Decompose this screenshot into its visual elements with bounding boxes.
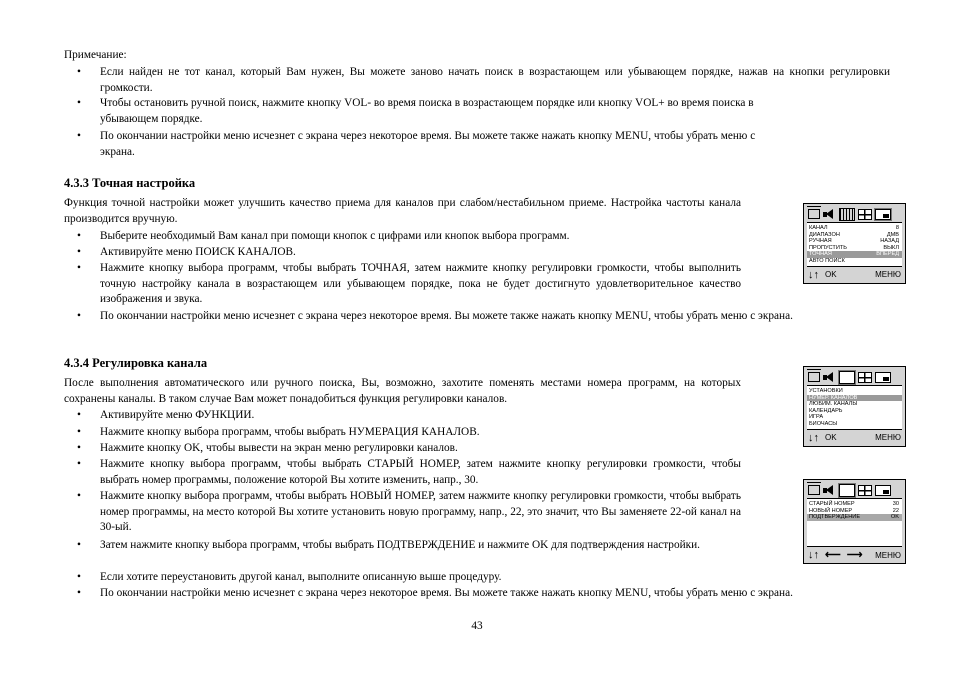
osd-ok-label: OK bbox=[825, 433, 837, 443]
bullet-marker: • bbox=[77, 246, 81, 258]
bullet-marker: • bbox=[77, 262, 81, 274]
bullet-text: Чтобы остановить ручной поиск, нажмите кнопку VOL- во время поиска в возрастающем порядке или кнопку VOL+ во время поиска в убывающем порядке. bbox=[100, 97, 754, 125]
osd-menu-label: МЕНЮ bbox=[875, 270, 901, 280]
bullet-marker: • bbox=[77, 587, 81, 599]
osd-row: БИОЧАСЫ bbox=[809, 420, 838, 427]
bullet-text: Активируйте меню ПОИСК КАНАЛОВ. bbox=[100, 246, 296, 258]
up-down-arrow-icon: ↓↑ bbox=[808, 268, 819, 281]
note-heading: Примечание: bbox=[64, 49, 127, 61]
osd-row: ИГРА bbox=[809, 414, 824, 421]
bullet-text: Затем нажмите кнопку выбора программ, чтобы выбрать ПОДТВЕРЖДЕНИЕ и нажмите OK для подтверждения настройки. bbox=[100, 539, 701, 551]
bullet-text: По окончании настройки меню исчезнет с экрана через некоторое время. Вы можете также нажать кнопку MENU, чтобы убрать меню с экрана. bbox=[100, 130, 756, 158]
bullet-text: Нажмите кнопку выбора программ, чтобы выбрать СТАРЫЙ НОМЕР, затем нажмите кнопку регулировки громкости, чтобы выбрать номер программы, положение которой Вы хотите изменить, напр., 30. bbox=[100, 458, 741, 486]
osd-menu-label: МЕНЮ bbox=[875, 550, 901, 560]
osd-menu-body bbox=[807, 498, 902, 547]
pip-icon bbox=[875, 209, 891, 220]
up-down-arrow-icon: ↓↑ bbox=[808, 549, 819, 561]
osd-row: СТАРЫЙ НОМЕР 30 bbox=[809, 501, 899, 507]
function-icon bbox=[839, 371, 855, 384]
bullet-marker: • bbox=[77, 442, 81, 454]
section-intro: Функция точной настройки может улучшить качество приема для каналов при слабом/нестабильном приеме. Настройка частоты канала производится вручную. bbox=[64, 197, 741, 225]
section-title: 4.3.3 Точная настройка bbox=[64, 176, 196, 190]
tv-icon bbox=[808, 209, 820, 219]
bullet-text: Если найден не тот канал, который Вам нужен, Вы можете заново начать поиск в возрастающем или убывающем порядке, нажав на кнопки регулировки громкости. bbox=[100, 66, 890, 94]
page-number: 43 bbox=[471, 620, 483, 632]
speaker-icon bbox=[823, 209, 836, 220]
osd-row-selected: ТОЧНАЯ ВПЕРЕД bbox=[807, 251, 902, 258]
osd-menu-body bbox=[807, 222, 902, 267]
osd-row: АВТО ПОИСК bbox=[809, 257, 845, 264]
osd-icon-bar bbox=[804, 480, 905, 498]
function-icon bbox=[839, 208, 855, 221]
osd-menu-label: МЕНЮ bbox=[875, 433, 901, 443]
bullet-marker: • bbox=[77, 130, 81, 142]
osd-functions-menu bbox=[803, 366, 906, 447]
section-intro: После выполнения автоматического или ручного поиска, Вы, возможно, захотите поменять местами номера программ, на которых сохранены каналы. В таком случае Вам может понадобиться функция регулировки каналов. bbox=[64, 377, 741, 405]
osd-icon-bar bbox=[804, 367, 905, 385]
speaker-icon bbox=[823, 372, 836, 383]
osd-channel-swap-menu bbox=[803, 479, 906, 564]
osd-ok-label: OK bbox=[825, 270, 837, 280]
osd-footer bbox=[804, 267, 905, 283]
bullet-text: Выберите необходимый Вам канал при помощи кнопок с цифрами или кнопок выбора программ. bbox=[100, 230, 570, 242]
bullet-text: По окончании настройки меню исчезнет с экрана через некоторое время. Вы можете также нажать кнопку MENU, чтобы убрать меню с экрана. bbox=[100, 310, 793, 322]
bullet-marker: • bbox=[77, 490, 81, 502]
bullet-text: Если хотите переустановить другой канал, выполните описанную выше процедуру. bbox=[100, 571, 502, 583]
bullet-text: Нажмите кнопку выбора программ, чтобы выбрать ТОЧНАЯ, затем нажмите кнопку регулировки громкости, чтобы выполнить точную настройку канала в возрастающем или убывающем порядке, пока не будет достигнуто удовлетворительное качество изображения и звука. bbox=[100, 262, 741, 305]
bullet-marker: • bbox=[77, 409, 81, 421]
osd-row-selected: НУМЕР. КАНАЛОВ bbox=[807, 395, 902, 402]
osd-footer bbox=[804, 430, 905, 446]
pip-icon bbox=[875, 485, 891, 496]
bullet-marker: • bbox=[77, 458, 81, 470]
bullet-marker: • bbox=[77, 539, 81, 551]
bullet-marker: • bbox=[77, 230, 81, 242]
bullet-text: По окончании настройки меню исчезнет с экрана через некоторое время. Вы можете также нажать кнопку MENU, чтобы убрать меню с экрана. bbox=[100, 587, 793, 599]
osd-footer bbox=[804, 547, 905, 563]
tv-icon bbox=[808, 372, 820, 382]
osd-icon-bar bbox=[804, 204, 905, 222]
tv-icon bbox=[808, 485, 820, 495]
osd-row: ЛЮБИМ. КАНАЛЫ bbox=[809, 401, 858, 408]
grid-icon bbox=[858, 372, 872, 383]
osd-row: КАЛЕНДАРЬ bbox=[809, 407, 843, 414]
osd-row: НОВЫЙ НОМЕР 22 bbox=[809, 507, 899, 514]
bullet-text: Нажмите кнопку OK, чтобы вывести на экран меню регулировки каналов. bbox=[100, 442, 458, 454]
grid-icon bbox=[858, 485, 872, 496]
right-arrow-icon: ⟶ bbox=[846, 549, 863, 561]
osd-row: ПРОПУСТИТЬ ВЫКЛ bbox=[809, 244, 899, 251]
osd-row: РУЧНАЯ НАЗАД bbox=[809, 238, 899, 245]
osd-row: УСТАНОВКИ bbox=[809, 388, 843, 394]
bullet-text: Нажмите кнопку выбора программ, чтобы выбрать НОВЫЙ НОМЕР, затем нажмите кнопку регулировки громкости, чтобы выбрать номер программы, на место которой Вы хотите установить новую программу, напр., 22, это значит, что Вы заменяете 22-ой канал на 30-ый. bbox=[100, 490, 741, 533]
up-down-arrow-icon: ↓↑ bbox=[808, 431, 819, 444]
bullet-marker: • bbox=[77, 426, 81, 438]
bullet-text: Нажмите кнопку выбора программ, чтобы выбрать НУМЕРАЦИЯ КАНАЛОВ. bbox=[100, 426, 480, 438]
grid-icon bbox=[858, 209, 872, 220]
osd-row: КАНАЛ 8 bbox=[809, 225, 899, 231]
bullet-marker: • bbox=[77, 571, 81, 583]
osd-channel-search-menu bbox=[803, 203, 906, 284]
bullet-marker: • bbox=[77, 310, 81, 322]
pip-icon bbox=[875, 372, 891, 383]
bullet-marker: • bbox=[77, 66, 81, 78]
left-arrow-icon: ⟵ bbox=[825, 549, 841, 561]
bullet-marker: • bbox=[77, 97, 81, 109]
osd-row: ДИАПАЗОН ДМВ bbox=[809, 231, 899, 238]
speaker-icon bbox=[823, 485, 836, 496]
function-icon bbox=[839, 484, 855, 497]
section-title: 4.3.4 Регулировка канала bbox=[64, 356, 208, 370]
bullet-text: Активируйте меню ФУНКЦИИ. bbox=[100, 409, 255, 421]
osd-row-selected: ПОДТВЕРЖДЕНИЕ OK bbox=[807, 514, 902, 521]
osd-menu-body bbox=[807, 385, 902, 430]
